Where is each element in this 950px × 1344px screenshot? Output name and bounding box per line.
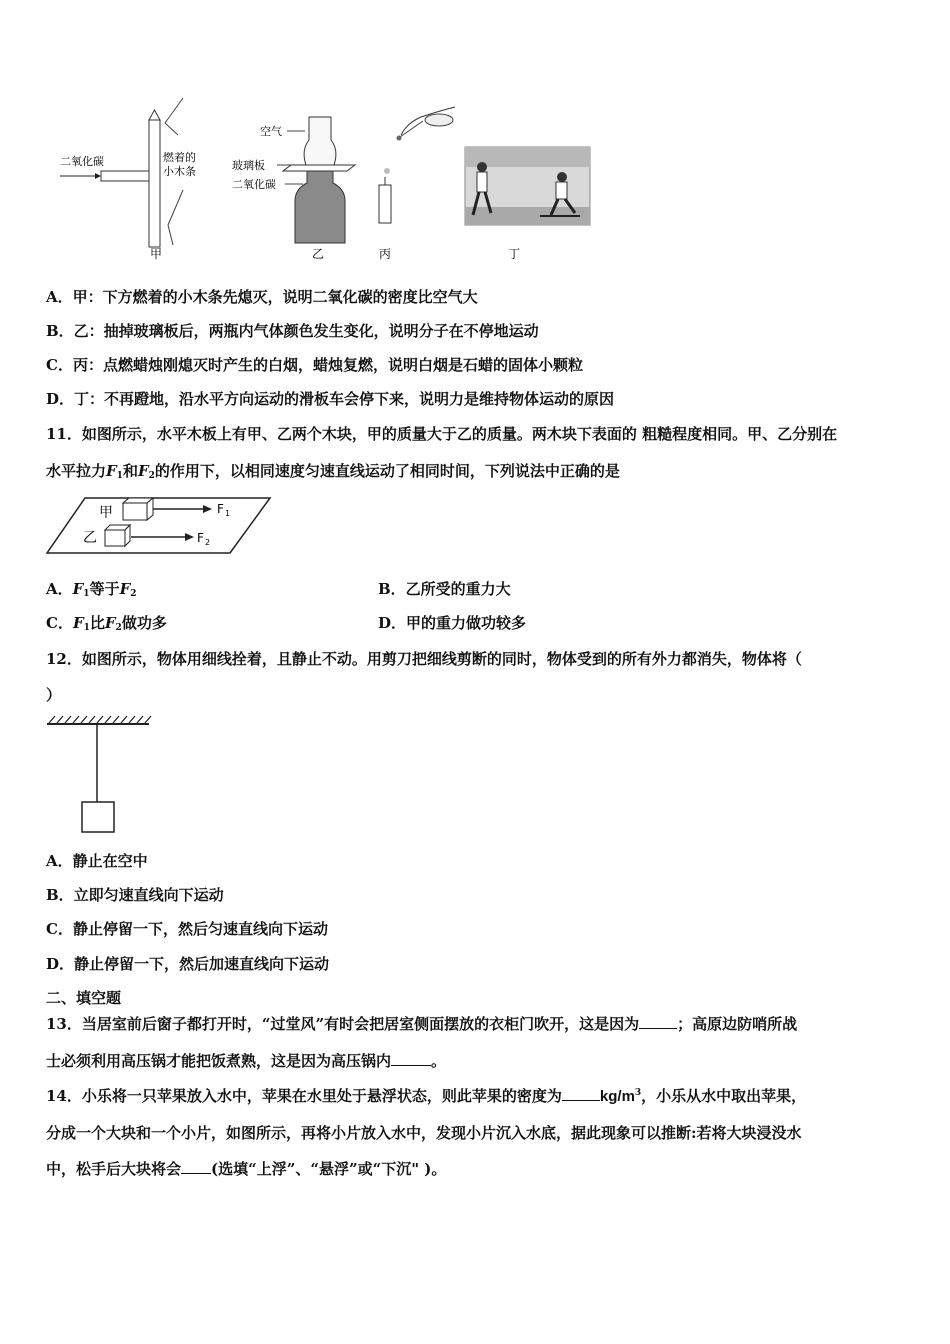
q12-figure-svg [45,710,155,840]
q11-f2: F [137,462,149,480]
q11-a-mid: 等于 [89,580,120,598]
label-f2-sub: 2 [205,538,211,547]
q14-unit-sup: 3 [634,1088,642,1098]
q11-text-end: 的作用下，以相同速度匀速直线运动了相同时间，下列说法中正确的是 [154,462,620,480]
label-f1: F [217,502,224,516]
glass-plate-label: 玻璃板 [232,159,265,172]
q10-option-a: A．甲：下方燃着的小木条先熄灭，说明二氧化碳的密度比空气大 [46,288,478,306]
co2-label-jia: 二氧化碳 [60,155,104,168]
experiment-figure-svg [55,95,605,265]
q11-f1: F [106,462,117,480]
q12-option-c: C．静止停留一下，然后匀速直线向下运动 [46,920,328,938]
q11-option-d: D．甲的重力做功较多 [378,614,527,632]
q14-text-d: (选填“上浮”、“悬浮”或“下沉" )。 [211,1160,447,1178]
label-f2: F [197,531,204,545]
air-label: 空气 [260,125,282,138]
q11-c-mid: 比 [89,614,105,632]
block-yi [105,530,125,546]
figure-jia [60,98,196,261]
label-f1-sub: 1 [225,509,231,518]
q13-stem-line2 [46,1050,446,1071]
q13-text-d: 。 [431,1052,447,1070]
label-yi: 乙 [83,530,97,546]
q10-option-c: C．丙：点燃蜡烛刚熄灭时产生的白烟，蜡烛复燃，说明白烟是石蜡的固体小颗粒 [46,356,583,374]
q11-a-f2: F [119,580,131,598]
q12-option-a: A．静止在空中 [46,852,148,870]
q12-stem-line1: 12．如图所示，物体用细线拴着，且静止不动。用剪刀把细线剪断的同时，物体受到的所有外力都消失，物体将（ [46,650,802,668]
q11-c-f2: F [104,614,116,632]
caption-bing: 丙 [379,247,392,261]
q12-option-b: B．立即匀速直线向下运动 [46,886,224,904]
caption-jia: 甲 [150,247,163,261]
burning-stick-label-1: 燃着的 [163,151,196,164]
q11-c-f1: F [72,614,84,632]
q14-stem-line1 [46,1085,806,1106]
q12-option-d: D．静止停留一下，然后加速直线向下运动 [46,955,330,973]
q13-blank-1[interactable] [639,1014,677,1029]
experiment-figure [55,95,605,265]
q14-stem-line3 [46,1158,446,1179]
q11-option-c [46,612,167,633]
q11-c-f1-sub: 1 [83,623,90,633]
co2-label-yi: 二氧化碳 [232,178,276,191]
q11-figure-svg [45,495,275,557]
q14-unit: kg/m [599,1088,635,1105]
section-heading-fill-blank: 二、填空题 [46,989,122,1007]
q11-option-a [46,578,137,599]
q10-option-d: D．丁：不再蹬地，沿水平方向运动的滑板车会停下来，说明力是维持物体运动的原因 [46,390,615,408]
q11-stem-line2 [46,460,620,481]
board [47,498,270,553]
q11-f1-sub: 1 [116,471,123,481]
caption-ding: 丁 [508,247,521,261]
q11-text: 水平拉力 [46,462,107,480]
q14-text-b: ，小乐从水中取出苹果， [641,1087,807,1105]
q11-a-f2-sub: 2 [130,589,137,599]
q11-c-f2-sub: 2 [115,623,122,633]
q13-text-c: 士必须利用高压锅才能把饭煮熟，这是因为高压锅内 [46,1052,392,1070]
block-jia [123,503,147,520]
q14-blank-1[interactable] [562,1086,600,1101]
figure-ding [465,147,590,261]
q14-text-c: 中，松手后大块将会 [46,1160,182,1178]
q11-a-prefix: A． [46,580,73,598]
q13-text-a: 13．当居室前后窗子都打开时，“过堂风”有时会把居室侧面摆放的衣柜门吹开，这是因为 [46,1015,640,1033]
q12-figure [45,710,155,840]
q11-a-f1: F [72,580,84,598]
q11-c-post: 做功多 [121,614,167,632]
q11-and: 和 [122,462,138,480]
label-jia: 甲 [99,505,113,521]
q14-blank-2[interactable] [181,1159,211,1174]
q13-stem-line1 [46,1013,797,1034]
burning-stick-label-2: 小木条 [163,165,196,178]
figure-yi [232,117,355,261]
figure-bing [379,107,455,261]
q14-text-a: 14．小乐将一只苹果放入水中，苹果在水里处于悬浮状态，则此苹果的密度为 [46,1087,562,1105]
q13-text-b: ；高原边防哨所战 [677,1015,798,1033]
q11-a-f1-sub: 1 [83,589,90,599]
q13-blank-2[interactable] [391,1051,431,1066]
q11-f2-sub: 2 [148,471,155,481]
q11-c-prefix: C． [46,614,73,632]
q12-stem-line2: ） [46,686,62,704]
q11-option-b: B．乙所受的重力大 [378,580,511,598]
q11-figure [45,495,275,557]
caption-yi: 乙 [312,247,325,261]
q11-stem-line1: 11．如图所示，水平木板上有甲、乙两个木块，甲的质量大于乙的质量。两木块下表面的 粗糙程度相同。甲、乙分别在 [46,425,838,443]
hanging-block [82,802,114,832]
q14-stem-line2: 分成一个大块和一个小片，如图所示，再将小片放入水中，发现小片沉入水底，据此现象可以推断:若将大块浸没水 [46,1124,802,1142]
q10-option-b: B．乙：抽掉玻璃板后，两瓶内气体颜色发生变化，说明分子在不停地运动 [46,322,539,340]
